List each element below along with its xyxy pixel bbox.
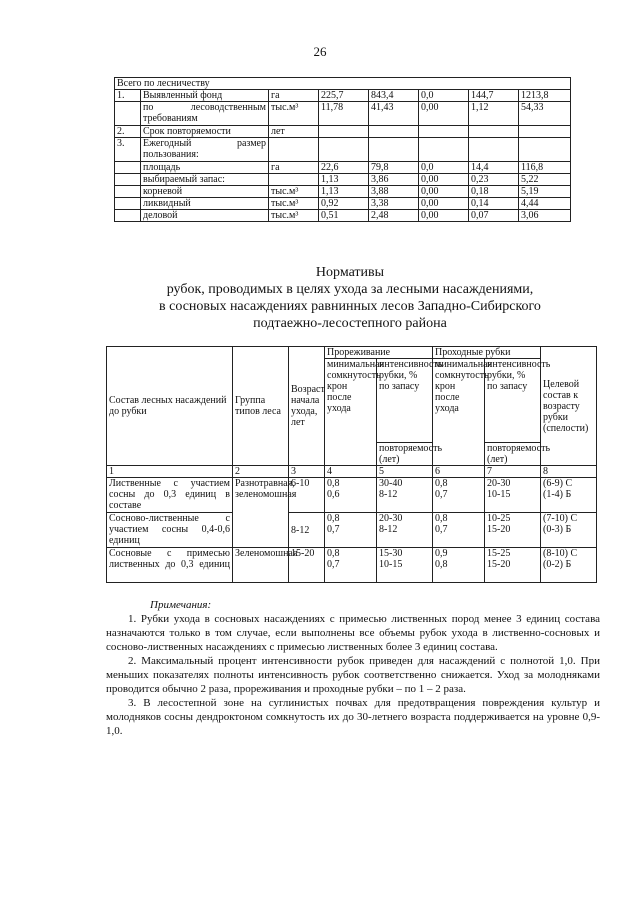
summary-row (115, 174, 571, 186)
summary-row-value (419, 126, 469, 138)
row-composition: Лиственные с участием сосны до 0,3 единиц в составе (107, 478, 233, 513)
summary-row (115, 126, 571, 138)
note-item: 2. Максимальный процент интенсивности рубок приведен для насаждений с полнотой 1,0. При меньших показателях полноты интенсивность рубок соответственно снижается. Уход за молодняками проводится обычно 2 раза, прореживания и проходные рубки – по 1 – 2 раза. (106, 655, 600, 695)
col-number: 5 (377, 466, 433, 478)
row-composition: Сосново-лиственные с участием сосны 0,4-0,6 единиц (107, 513, 233, 548)
summary-row-value: 0,14 (469, 198, 519, 210)
header-thinning: Прореживание (325, 347, 433, 359)
col-number: 8 (541, 466, 597, 478)
summary-row-unit: тыс.м³ (269, 198, 319, 210)
summary-row-num (115, 162, 141, 174)
page-number: 26 (313, 44, 327, 59)
summary-row-num (115, 198, 141, 210)
summary-row-value: 1,13 (319, 174, 369, 186)
table-row (107, 478, 597, 513)
summary-table (114, 77, 571, 222)
summary-row-name: корневой (141, 186, 269, 198)
header-thin-min-density: минимальная сомкнутость крон после ухода (325, 359, 377, 466)
row-age: 15-20 (289, 548, 325, 583)
summary-row (115, 162, 571, 174)
summary-row-value: 3,06 (519, 210, 571, 222)
row-pass-min: 0,9 0,8 (433, 548, 485, 583)
col-number: 7 (485, 466, 541, 478)
section-title-line2: рубок, проводимых в целях ухода за лесными насаждениями, (166, 282, 534, 297)
summary-row-value: 0,00 (419, 102, 469, 126)
summary-row-value: 0,51 (319, 210, 369, 222)
row-thin-int: 15-30 10-15 (377, 548, 433, 583)
summary-row-unit: га (269, 162, 319, 174)
summary-row-value: 843,4 (369, 90, 419, 102)
summary-row-value: 41,43 (369, 102, 419, 126)
col-number: 2 (233, 466, 289, 478)
summary-row-unit (269, 138, 319, 162)
row-group: Разнотравная, зеленомошная (233, 478, 289, 548)
header-pass-repeat: повторяемость (лет) (485, 443, 541, 466)
summary-row-name: по лесоводственным требованиям (141, 102, 269, 126)
row-target: (6-9) С (1-4) Б (541, 478, 597, 513)
summary-row-name: Ежегодный размер пользования: (141, 138, 269, 162)
summary-row-value: 79,8 (369, 162, 419, 174)
row-thin-min: 0,8 0,6 (325, 478, 377, 513)
row-target: (7-10) С (0-3) Б (541, 513, 597, 548)
summary-row (115, 138, 571, 162)
summary-row-value: 2,48 (369, 210, 419, 222)
summary-row-value: 1,13 (319, 186, 369, 198)
summary-row-value: 1,12 (469, 102, 519, 126)
summary-row-value: 0,00 (419, 186, 469, 198)
summary-row-value (519, 138, 571, 162)
summary-row-value (369, 138, 419, 162)
col-number: 1 (107, 466, 233, 478)
summary-row-num (115, 186, 141, 198)
summary-row-value (319, 138, 369, 162)
row-composition: Сосновые с примесью лиственных до 0,3 единиц (107, 548, 233, 583)
summary-row-name: Срок повторяемости (141, 126, 269, 138)
col-number: 3 (289, 466, 325, 478)
summary-row-value: 0,92 (319, 198, 369, 210)
summary-row-value: 1213,8 (519, 90, 571, 102)
row-target: (8-10) С (0-2) Б (541, 548, 597, 583)
row-pass-int: 15-25 15-20 (485, 548, 541, 583)
row-group: Зеленомошная (233, 548, 289, 583)
summary-row-unit: лет (269, 126, 319, 138)
header-passage: Проходные рубки (433, 347, 541, 359)
summary-row-value: 144,7 (469, 90, 519, 102)
header-pass-intensity: интенсивность рубки, % по запасу (485, 359, 541, 443)
summary-row-value: 0,00 (419, 174, 469, 186)
notes (106, 598, 600, 738)
summary-row-name: ликвидный (141, 198, 269, 210)
col-number: 6 (433, 466, 485, 478)
summary-row-value: 0,23 (469, 174, 519, 186)
summary-row-num: 3. (115, 138, 141, 162)
summary-row-unit (269, 174, 319, 186)
row-pass-int: 20-30 10-15 (485, 478, 541, 513)
row-pass-min: 0,8 0,7 (433, 513, 485, 548)
summary-row-name: площадь (141, 162, 269, 174)
row-thin-min: 0,8 0,7 (325, 513, 377, 548)
note-item: 3. В лесостепной зоне на суглинистых почвах для предотвращения повреждения культур и молодняков сосны дендроктоном сомкнутость их до 30-летнего возраста поддерживается на уровне 0,9-1,0. (106, 697, 600, 737)
header-thin-intensity: интенсивность рубки, % по запасу (377, 359, 433, 443)
header-group: Группа типов леса (233, 347, 289, 466)
summary-row-num: 1. (115, 90, 141, 102)
row-thin-int: 20-30 8-12 (377, 513, 433, 548)
col-number: 4 (325, 466, 377, 478)
summary-row-value (519, 126, 571, 138)
summary-row-value: 0,00 (419, 198, 469, 210)
summary-row (115, 210, 571, 222)
summary-row (115, 90, 571, 102)
summary-row-unit: га (269, 90, 319, 102)
summary-row (115, 186, 571, 198)
summary-row-value: 3,88 (369, 186, 419, 198)
summary-row-value (469, 138, 519, 162)
summary-row-value: 54,33 (519, 102, 571, 126)
summary-row-value: 116,8 (519, 162, 571, 174)
summary-row-value (469, 126, 519, 138)
summary-row-num (115, 174, 141, 186)
summary-row-value (319, 126, 369, 138)
summary-row-value: 5,19 (519, 186, 571, 198)
summary-row (115, 198, 571, 210)
summary-row-value: 0,07 (469, 210, 519, 222)
summary-row-name: выбираемый запас: (141, 174, 269, 186)
summary-row-unit: тыс.м³ (269, 186, 319, 198)
summary-row-value (419, 138, 469, 162)
summary-row-value: 3,86 (369, 174, 419, 186)
header-pass-min-density: минимальная сомкнутость крон после ухода (433, 359, 485, 466)
section-title-line3: в сосновых насаждениях равнинных лесов Западно-Сибирского (159, 299, 541, 314)
summary-row-value: 0,0 (419, 162, 469, 174)
summary-row-value: 0,00 (419, 210, 469, 222)
section-title-line1: Нормативы (315, 265, 385, 280)
header-age: Возраст начала ухода, лет (289, 347, 325, 466)
note-item: 1. Рубки ухода в сосновых насаждениях с примесью лиственных пород менее 3 единиц состава назначаются только в том случае, если выполнены все объемы рубок ухода в лиственно-сосновых и сосново-лиственных насаждениях с примесью лиственных более 3 единиц состава. (106, 613, 600, 653)
summary-row-value: 5,22 (519, 174, 571, 186)
row-thin-min: 0,8 0,7 (325, 548, 377, 583)
norms-table (106, 346, 597, 583)
summary-row-name: деловой (141, 210, 269, 222)
summary-row-value: 14,4 (469, 162, 519, 174)
row-pass-min: 0,8 0,7 (433, 478, 485, 513)
row-age: 8-12 (289, 513, 325, 548)
summary-row-value: 225,7 (319, 90, 369, 102)
header-target: Целевой состав к возрасту рубки (спелости) (541, 347, 597, 466)
notes-header: Примечания: (150, 599, 212, 611)
header-thin-repeat: повторяемость (лет) (377, 443, 433, 466)
summary-row-name: Выявленный фонд (141, 90, 269, 102)
row-thin-int: 30-40 8-12 (377, 478, 433, 513)
section-title-line4: подтаежно-лесостепного района (253, 316, 447, 331)
header-composition: Состав лесных насаждений до рубки (107, 347, 233, 466)
summary-title-row: Всего по лесничеству (115, 78, 571, 90)
summary-row-value: 3,38 (369, 198, 419, 210)
row-pass-int: 10-25 15-20 (485, 513, 541, 548)
summary-row-value: 11,78 (319, 102, 369, 126)
summary-row-num: 2. (115, 126, 141, 138)
row-age: 6-10 (289, 478, 325, 513)
table-row (107, 548, 597, 583)
summary-row-value: 4,44 (519, 198, 571, 210)
summary-row-value: 0,18 (469, 186, 519, 198)
summary-row-value (369, 126, 419, 138)
summary-row (115, 102, 571, 126)
summary-row-num (115, 102, 141, 126)
summary-row-num (115, 210, 141, 222)
summary-row-value: 22,6 (319, 162, 369, 174)
table-row (107, 513, 597, 548)
summary-row-unit: тыс.м³ (269, 210, 319, 222)
summary-row-unit: тыс.м³ (269, 102, 319, 126)
summary-row-value: 0,0 (419, 90, 469, 102)
